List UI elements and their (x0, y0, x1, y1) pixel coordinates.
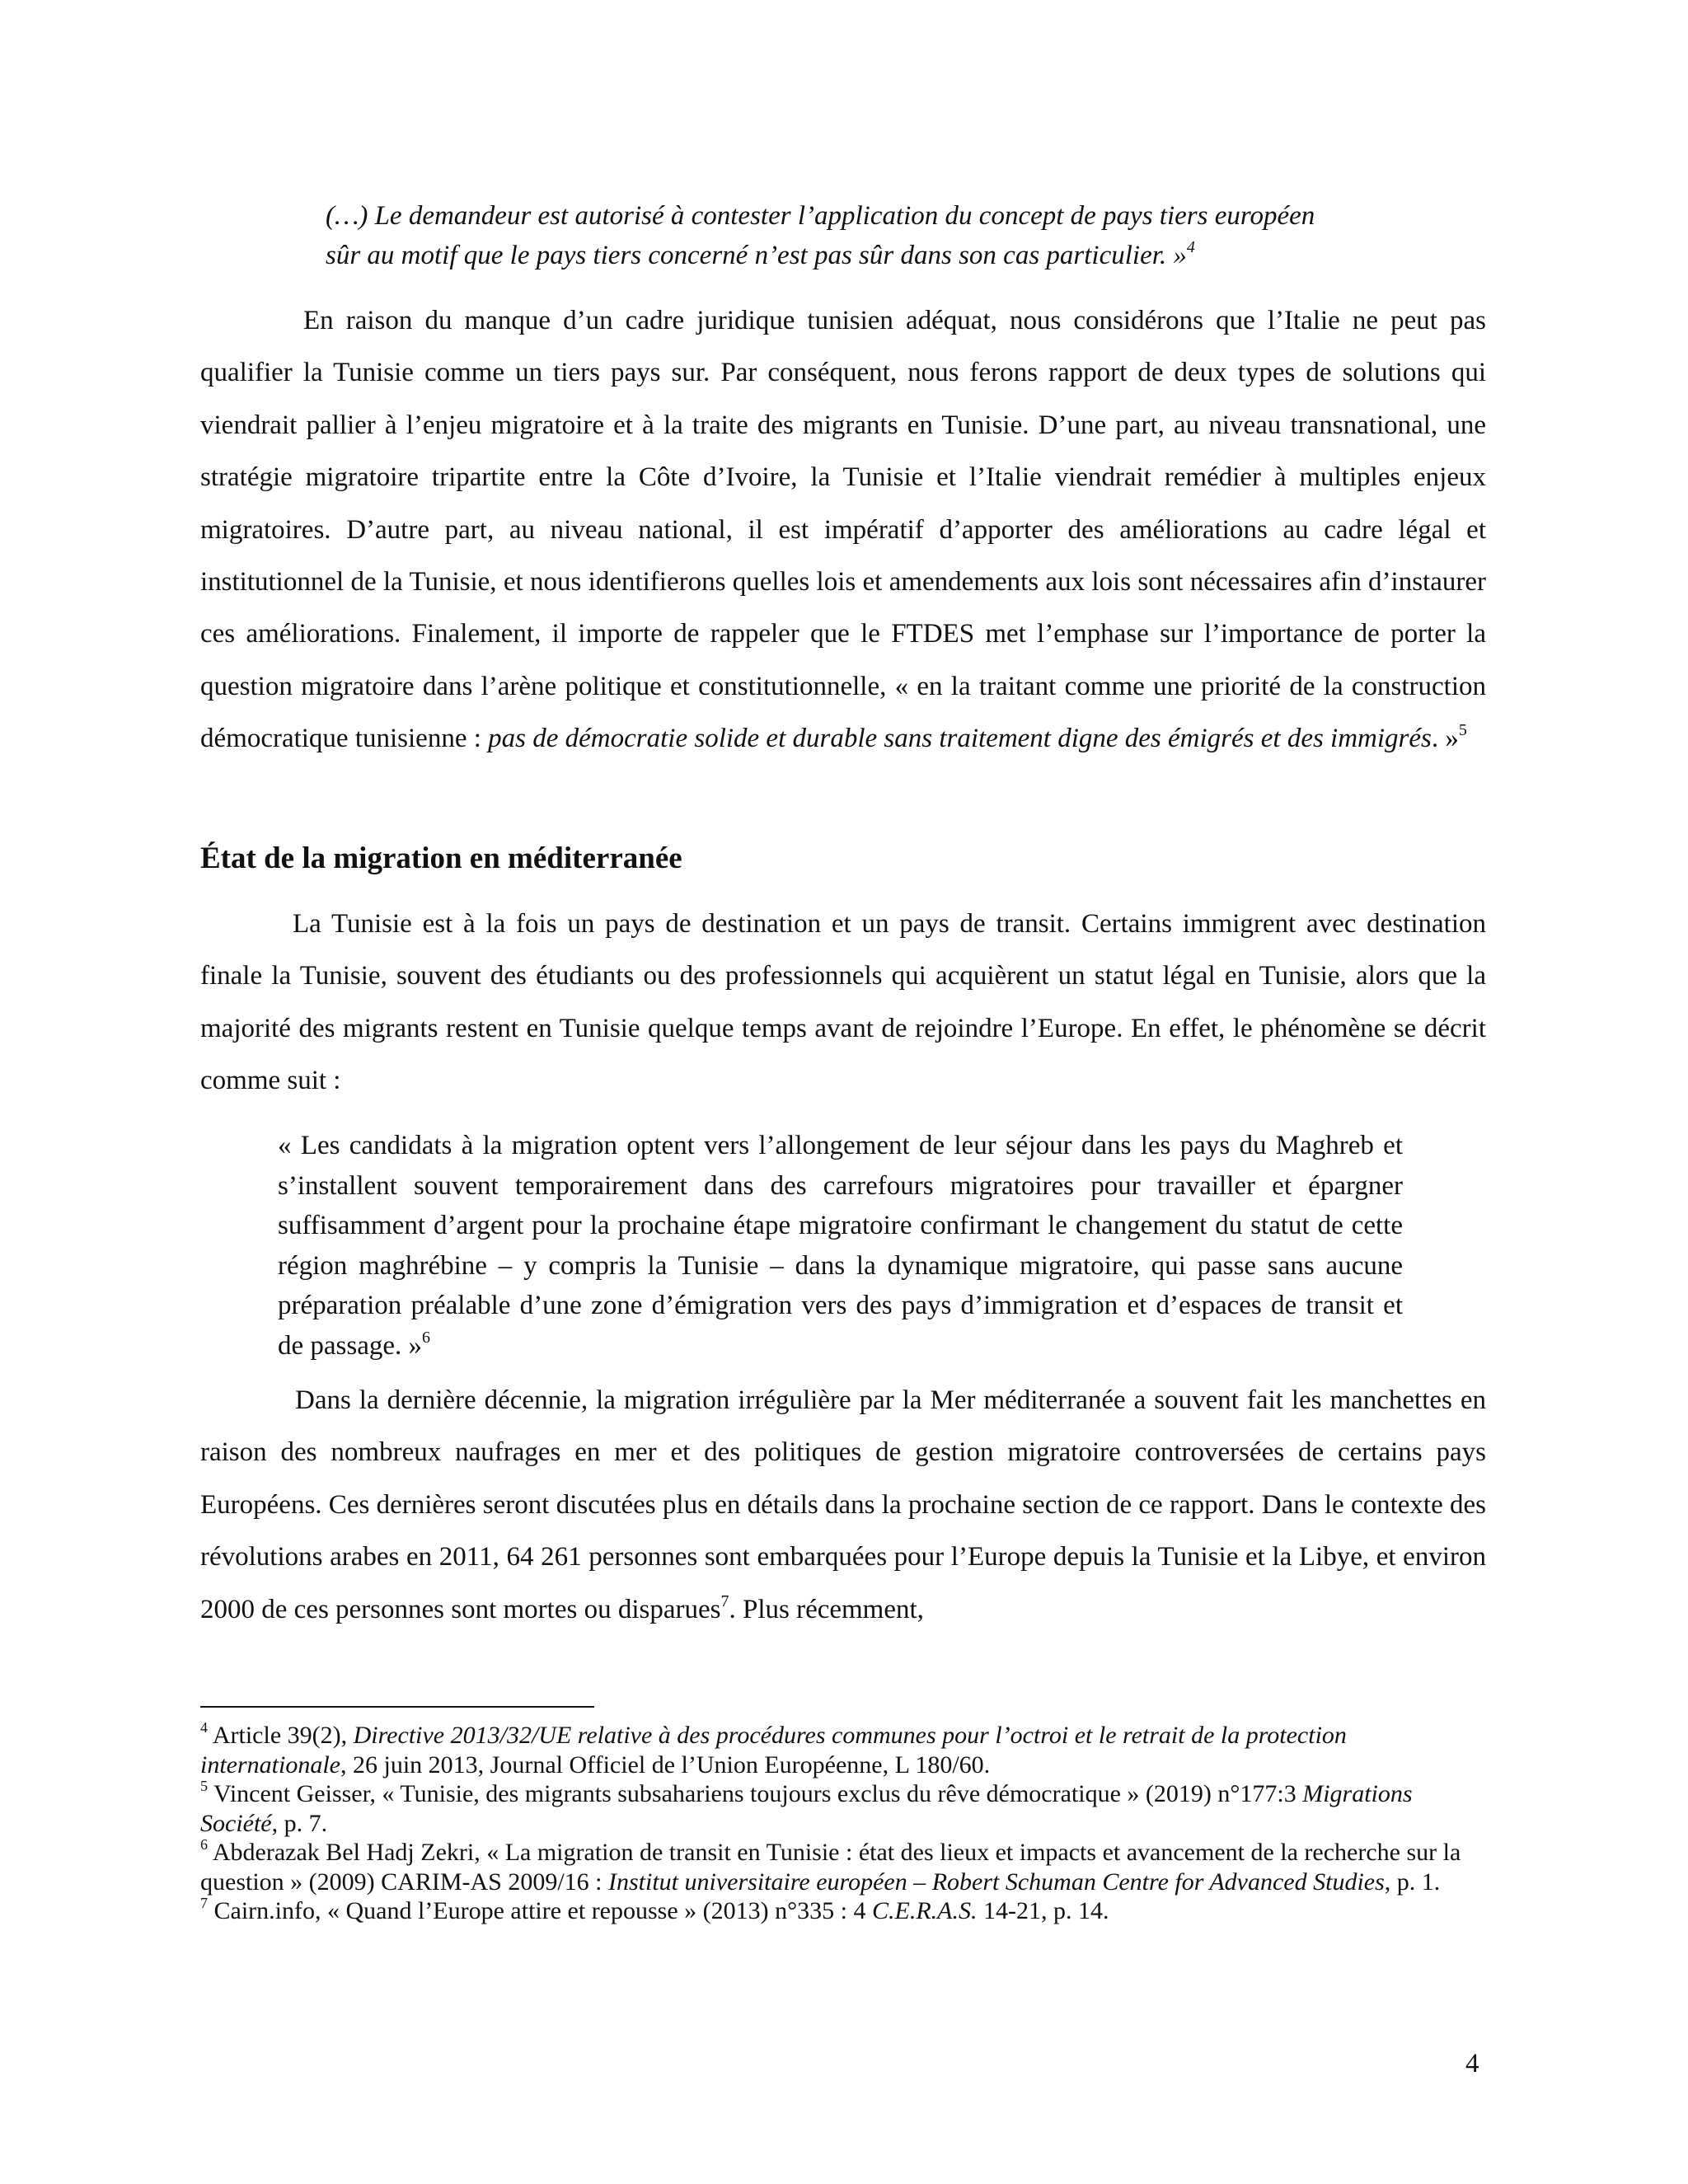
footnotes (200, 1721, 1486, 1926)
footnote-number: 6 (200, 1836, 208, 1853)
top-quote-line-1: (…) Le demandeur est autorisé à contester l’application du concept de pays tiers européen (326, 201, 1315, 231)
footnote-ref-7[interactable]: 7 (720, 1591, 729, 1610)
paragraph-tunisia-transit-text: La Tunisie est à la fois un pays de destination et un pays de transit. Certains immigrent avec destination finale la Tunisie, souvent des étudiants ou des professionnels qui acquièrent un statut légal en Tunisie, alors que la majorité des migrants restent en Tunisie quelque temps avant de rejoindre l’Europe. En effet, le phénomène se décrit comme suit : (200, 909, 1486, 1096)
paragraph-last-decade-end: . Plus récemment, (729, 1594, 924, 1624)
footnote-6 (200, 1838, 1486, 1896)
page-number: 4 (1465, 2049, 1479, 2079)
footnote-4 (200, 1721, 1486, 1779)
section-heading: État de la migration en méditerranée (200, 841, 682, 875)
top-quote (326, 196, 1414, 275)
footnote-ref-6[interactable]: 6 (422, 1328, 431, 1347)
footnote-5 (200, 1779, 1486, 1838)
top-quote-line-2: sûr au motif que le pays tiers concerné n’est pas sûr dans son cas particulier. » (326, 241, 1187, 270)
paragraph-tunisia-transit (200, 898, 1486, 1108)
paragraph-intro (200, 295, 1486, 766)
footnote-separator (200, 1706, 594, 1708)
footnote-italic: Migrations Société (200, 1780, 1413, 1837)
footnote-text: Vincent Geisser, « Tunisie, des migrants subsahariens toujours exclus du rêve démocratique » (2019) n°177:3 (208, 1780, 1303, 1807)
block-quote-text: « Les candidats à la migration optent vers l’allongement de leur séjour dans les pays du Maghreb et s’installent souvent temporairement dans des carrefours migratoires pour travailler et épargner suffisamment d’argent pour la prochaine étape migratoire confirmant le changement du statut de cette région maghrébine – y compris la Tunisie – dans la dynamique migratoire, qui passe sans aucune préparation préalable d’une zone d’émigration vers des pays d’immigration et d’espaces de transit et de passage. » (278, 1131, 1403, 1361)
footnote-text: Abderazak Bel Hadj Zekri, « La migration de transit en Tunisie : état des lieux et impacts et avancement de la recherche sur la question » (2009) CARIM-AS 2009/16 : (200, 1839, 1461, 1896)
block-quote (278, 1126, 1403, 1366)
paragraph-intro-italic: pas de démocratie solide et durable sans traitement digne des émigrés et des immigrés (488, 724, 1432, 754)
paragraph-intro-end: . » (1431, 724, 1459, 754)
footnote-number: 5 (200, 1778, 208, 1794)
footnote-ref-4[interactable]: 4 (1186, 238, 1195, 256)
footnote-italic: Directive 2013/32/UE relative à des procédures communes pour l’octroi et le retrait de la protection internationale (200, 1722, 1347, 1779)
footnote-text-end: 14-21, p. 14. (977, 1897, 1109, 1924)
paragraph-last-decade (200, 1375, 1486, 1636)
footnote-text: Cairn.info, « Quand l’Europe attire et repousse » (2013) n°335 : 4 (208, 1897, 872, 1924)
footnote-text-end: , p. 7. (271, 1809, 328, 1837)
footnote-number: 7 (200, 1895, 208, 1911)
footnote-text-end: , 26 juin 2013, Journal Officiel de l’Union Européenne, L 180/60. (340, 1750, 991, 1779)
footnote-number: 4 (200, 1719, 208, 1736)
footnote-text: Article 39(2), (208, 1722, 354, 1749)
footnote-7 (200, 1896, 1486, 1926)
paragraph-intro-text: En raison du manque d’un cadre juridique tunisien adéquat, nous considérons que l’Italie ne peut pas qualifier la Tunisie comme un tiers pays sur. Par conséquent, nous ferons rapport de deux types de solutions qui viendrait pallier à l’enjeu migratoire et à la traite des migrants en Tunisie. D’une part, au niveau transnational, une stratégie migratoire tripartite entre la Côte d’Ivoire, la Tunisie et l’Italie viendrait remédier à multiples enjeux migratoires. D’autre part, au niveau national, il est impératif d’apporter des améliorations au cadre légal et institutionnel de la Tunisie, et nous identifierons quelles lois et amendements aux lois sont nécessaires afin d’instaurer ces améliorations. Finalement, il importe de rappeler que le FTDES met l’emphase sur l’importance de porter la question migratoire dans l’arène politique et constitutionnelle, « en la traitant comme une priorité de la construction démocratique tunisienne : (200, 306, 1486, 754)
footnote-text-end: , p. 1. (1384, 1868, 1441, 1896)
footnote-italic: C.E.R.A.S. (871, 1897, 978, 1924)
footnote-ref-5[interactable]: 5 (1458, 721, 1467, 740)
footnote-italic: Institut universitaire européen – Robert Schuman Centre for Advanced Studies (608, 1868, 1385, 1896)
paragraph-last-decade-text: Dans la dernière décennie, la migration irrégulière par la Mer méditerranée a souvent fait les manchettes en raison des nombreux naufrages en mer et des politiques de gestion migratoire controversées de certains pays Européens. Ces dernières seront discutées plus en détails dans la prochaine section de ce rapport. Dans le contexte des révolutions arabes en 2011, 64 261 personnes sont embarquées pour l’Europe depuis la Tunisie et la Libye, et environ 2000 de ces personnes sont mortes ou disparues (200, 1385, 1486, 1624)
